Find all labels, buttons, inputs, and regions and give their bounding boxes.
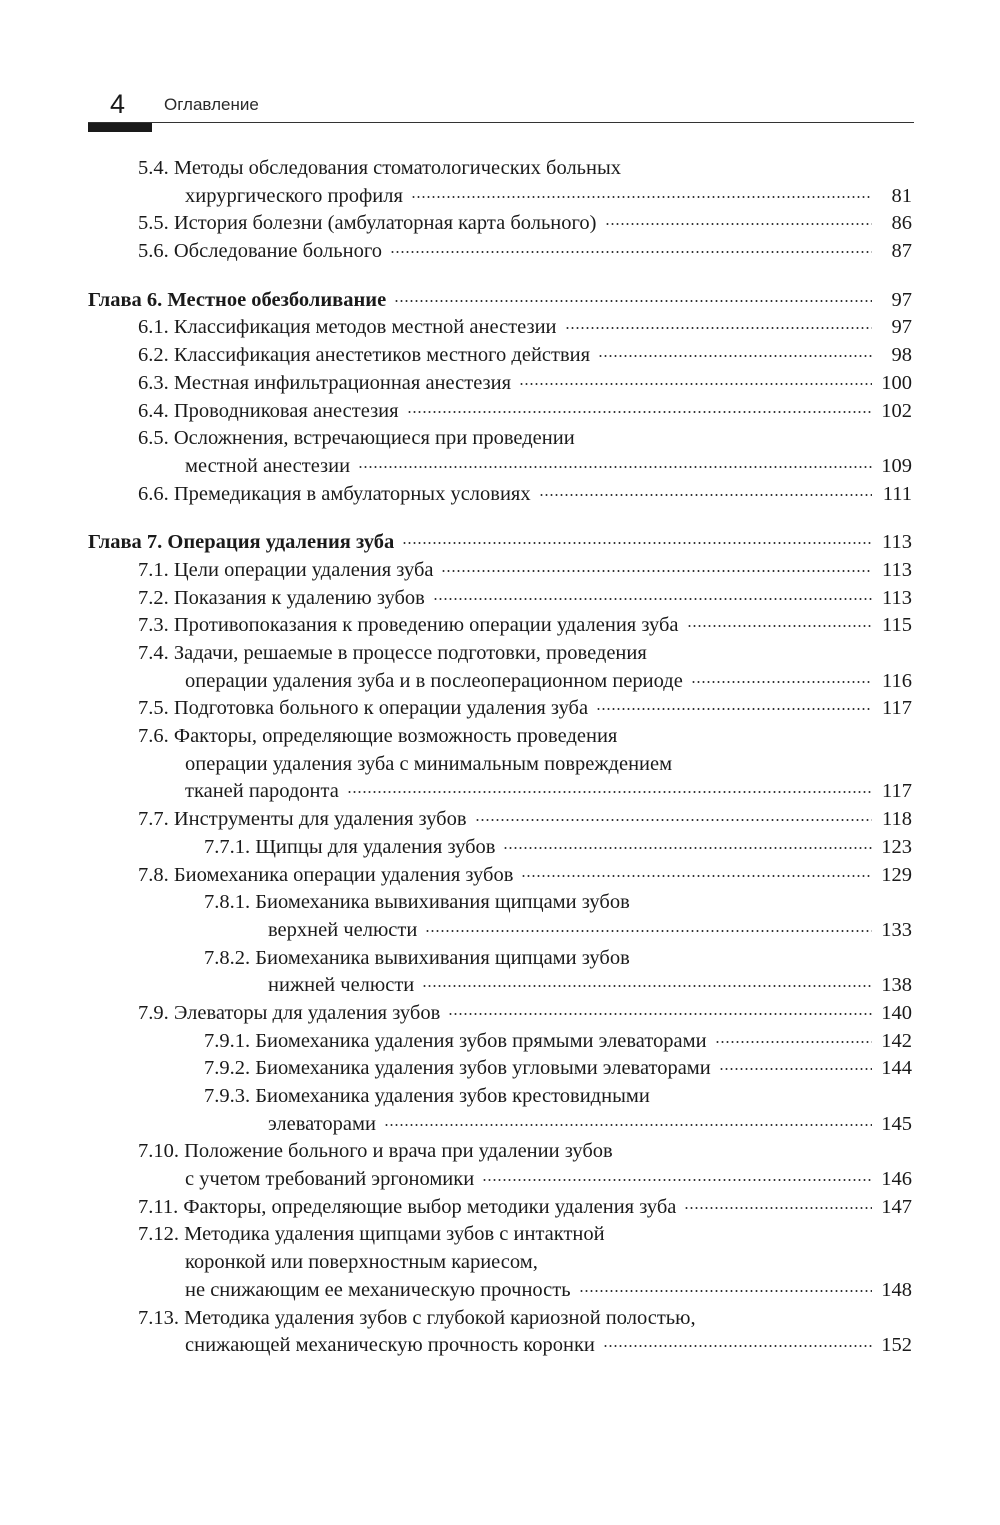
toc-entry-title: 7.8.2. Биомеханика вывихивания щипцами зубов [204,946,630,969]
toc-chapter-6[interactable] [88,287,912,315]
toc-entry-7-12-cont [88,1249,912,1277]
toc-entry-title: 5.4. Методы обследования стоматологических больных [138,157,622,179]
dot-leader [715,1041,872,1043]
toc-entry-7-8[interactable] [88,862,912,890]
toc-page-number: 145 [881,1112,912,1135]
dot-leader [384,1124,872,1126]
toc-page-number: 98 [891,344,912,367]
dot-leader [539,494,872,496]
running-header [88,88,914,132]
running-head-title: Оглавление [164,95,259,114]
toc-entry-title: с учетом требований эргономики [185,1168,475,1191]
toc-entry-title: 7.10. Положение больного и врача при удалении зубов [138,1140,613,1163]
toc-chapter-title: Глава 6. Местное обезболивание [88,288,387,311]
toc-page-number: 81 [891,184,912,207]
toc-entry-title: 7.7. Инструменты для удаления зубов [138,808,467,831]
toc-entry-7-4-cont[interactable] [88,668,912,696]
toc-page-number: 113 [882,586,912,609]
toc-entry-7-9-3 [88,1083,912,1111]
dot-leader [719,1068,872,1070]
dot-leader [691,681,872,683]
toc-entry-6-5-cont[interactable] [88,453,912,481]
toc-entry-7-6 [88,723,912,751]
toc-entry-title: 7.11. Факторы, определяющие выбор методики удаления зуба [138,1195,677,1218]
toc-entry-title: 6.1. Классификация методов местной анестезии [138,316,557,339]
toc-entry-7-2[interactable] [88,585,912,613]
dot-leader [519,383,872,385]
toc-entry-7-11[interactable] [88,1194,912,1222]
toc-entry-7-13-cont[interactable] [88,1332,912,1360]
dot-leader [579,1290,872,1292]
dot-leader [596,708,872,710]
toc-entry-5-4 [88,155,912,183]
toc-page-number: 111 [882,482,912,505]
toc-entry-title: 7.13. Методика удаления зубов с глубокой кариозной полостью, [138,1306,696,1329]
toc-entry-title: 6.2. Классификация анестетиков местного действия [138,344,591,367]
toc-entry-7-9-2[interactable] [88,1055,912,1083]
toc-page-number: 87 [891,240,912,263]
toc-entry-5-6[interactable] [88,238,912,266]
toc-entry-7-13 [88,1305,912,1333]
dot-leader [565,327,872,329]
toc-entry-title: 7.2. Показания к удалению зубов [138,586,425,609]
toc-entry-title: 5.5. История болезни (амбулаторная карта больного) [138,212,597,235]
dot-leader [407,411,872,413]
dot-leader [482,1179,872,1181]
toc-entry-7-12 [88,1221,912,1249]
dot-leader [448,1013,872,1015]
header-rule-accent [88,123,152,132]
dot-leader [347,791,872,793]
toc-entry-6-3[interactable] [88,370,912,398]
toc-page-number: 152 [881,1334,912,1357]
toc-page-number: 102 [881,399,912,422]
toc-page-number: 97 [891,316,912,339]
toc-page-number: 113 [882,531,912,554]
toc-entry-title: 6.6. Премедикация в амбулаторных условиях [138,482,531,505]
toc-entry-title: 5.6. Обследование больного [138,240,382,263]
toc-entry-7-9[interactable] [88,1000,912,1028]
toc-entry-title: 6.4. Проводниковая анестезия [138,399,399,422]
section-gap [88,266,912,287]
dot-leader [605,223,873,225]
dot-leader [684,1207,872,1209]
toc-entry-7-9-3-cont[interactable] [88,1111,912,1139]
dot-leader [433,598,872,600]
toc-entry-6-5 [88,425,912,453]
toc-entry-title: операции удаления зуба с минимальным повреждением [185,752,673,775]
toc-entry-title: 7.9.3. Биомеханика удаления зубов крестовидными [204,1085,650,1107]
toc-entry-7-8-1-cont[interactable] [88,917,912,945]
toc-entry-title: 7.8. Биомеханика операции удаления зубов [138,863,514,886]
toc-entry-title: 6.3. Местная инфильтрационная анестезия [138,371,512,394]
toc-entry-title: тканей пародонта [185,780,339,803]
toc-entry-title: 7.4. Задачи, решаемые в процессе подготовки, проведения [138,642,647,664]
toc-page-number: 129 [881,863,912,886]
toc-entry-title: снижающей механическую прочность коронки [185,1334,595,1357]
toc-entry-title: 7.6. Факторы, определяющие возможность проведения [138,725,618,748]
toc-entry-title: не снижающим ее механическую прочность [185,1278,571,1301]
toc-entry-6-2[interactable] [88,342,912,370]
toc-page-number: 116 [882,669,912,692]
toc-page-number: 117 [882,780,912,803]
toc-page-number: 117 [882,697,912,720]
toc-entry-7-8-2-cont[interactable] [88,972,912,1000]
toc-entry-7-8-2 [88,945,912,973]
toc-entry-title: 7.5. Подготовка больного к операции удаления зуба [138,697,589,720]
toc-page-number: 148 [881,1278,912,1301]
toc-entry-7-10 [88,1138,912,1166]
dot-leader [598,355,872,357]
toc-entry-title: 7.1. Цели операции удаления зуба [138,558,434,581]
table-of-contents [88,155,912,1360]
toc-page-number: 115 [882,614,912,637]
toc-entry-7-1[interactable] [88,557,912,585]
dot-leader [411,196,872,198]
toc-entry-title: нижней челюсти [268,974,415,997]
toc-entry-7-7-1[interactable] [88,834,912,862]
toc-entry-6-1[interactable] [88,314,912,342]
dot-leader [422,985,872,987]
toc-page-number: 144 [881,1057,912,1080]
dot-leader [394,300,872,302]
toc-entry-7-6-cont [88,751,912,779]
toc-entry-title: коронкой или поверхностным кариесом, [185,1251,538,1274]
toc-entry-title: элеваторами [268,1112,376,1135]
header-rule [88,122,914,123]
dot-leader [425,930,872,932]
toc-page-number: 146 [881,1168,912,1191]
dot-leader [402,542,872,544]
toc-entry-title: 7.3. Противопоказания к проведению операции удаления зуба [138,614,679,637]
toc-entry-title: верхней челюсти [268,918,418,941]
section-gap [88,508,912,529]
toc-entry-7-12-cont[interactable] [88,1277,912,1305]
toc-page-number: 133 [881,918,912,941]
toc-page-number: 140 [881,1001,912,1024]
toc-entry-title: 7.9.1. Биомеханика удаления зубов прямыми элеваторами [204,1029,707,1052]
dot-leader [358,466,872,468]
toc-entry-title: 7.7.1. Щипцы для удаления зубов [204,835,496,858]
toc-entry-title: операции удаления зуба и в послеоперационном периоде [185,669,683,692]
dot-leader [475,819,872,821]
toc-page-number: 138 [881,974,912,997]
toc-page-number: 97 [891,288,912,311]
toc-entry-title: хирургического профиля [185,184,403,207]
toc-page-number: 147 [881,1195,912,1218]
dot-leader [503,847,872,849]
toc-entry-7-5[interactable] [88,695,912,723]
toc-entry-5-5[interactable] [88,210,912,238]
toc-chapter-7[interactable] [88,529,912,557]
toc-entry-7-6-cont[interactable] [88,778,912,806]
toc-entry-7-10-cont[interactable] [88,1166,912,1194]
toc-entry-title: 7.12. Методика удаления щипцами зубов с интактной [138,1223,605,1246]
toc-entry-7-7[interactable] [88,806,912,834]
toc-entry-6-6[interactable] [88,481,912,509]
toc-entry-title: 6.5. Осложнения, встречающиеся при проведении [138,427,575,450]
toc-entry-6-4[interactable] [88,398,912,426]
toc-entry-7-3[interactable] [88,612,912,640]
toc-page-number: 86 [891,212,912,235]
toc-entry-7-4 [88,640,912,668]
toc-page-number: 109 [881,454,912,477]
toc-entry-7-8-1 [88,889,912,917]
toc-entry-title: местной анестезии [185,454,351,477]
toc-entry-5-4-cont[interactable] [88,183,912,211]
dot-leader [521,875,872,877]
toc-chapter-title: Глава 7. Операция удаления зуба [88,531,395,554]
dot-leader [687,625,872,627]
toc-page-number: 123 [881,835,912,858]
toc-entry-title: 7.8.1. Биомеханика вывихивания щипцами зубов [204,891,630,914]
toc-page-number: 142 [881,1029,912,1052]
toc-page-number: 118 [882,808,912,831]
dot-leader [603,1345,872,1347]
toc-entry-title: 7.9.2. Биомеханика удаления зубов угловыми элеваторами [204,1057,711,1080]
toc-page-number: 100 [881,371,912,394]
toc-entry-7-9-1[interactable] [88,1028,912,1056]
dot-leader [390,251,872,253]
toc-entry-title: 7.9. Элеваторы для удаления зубов [138,1001,441,1024]
toc-page-number: 113 [882,558,912,581]
dot-leader [441,570,872,572]
page-number: 4 [110,89,126,119]
